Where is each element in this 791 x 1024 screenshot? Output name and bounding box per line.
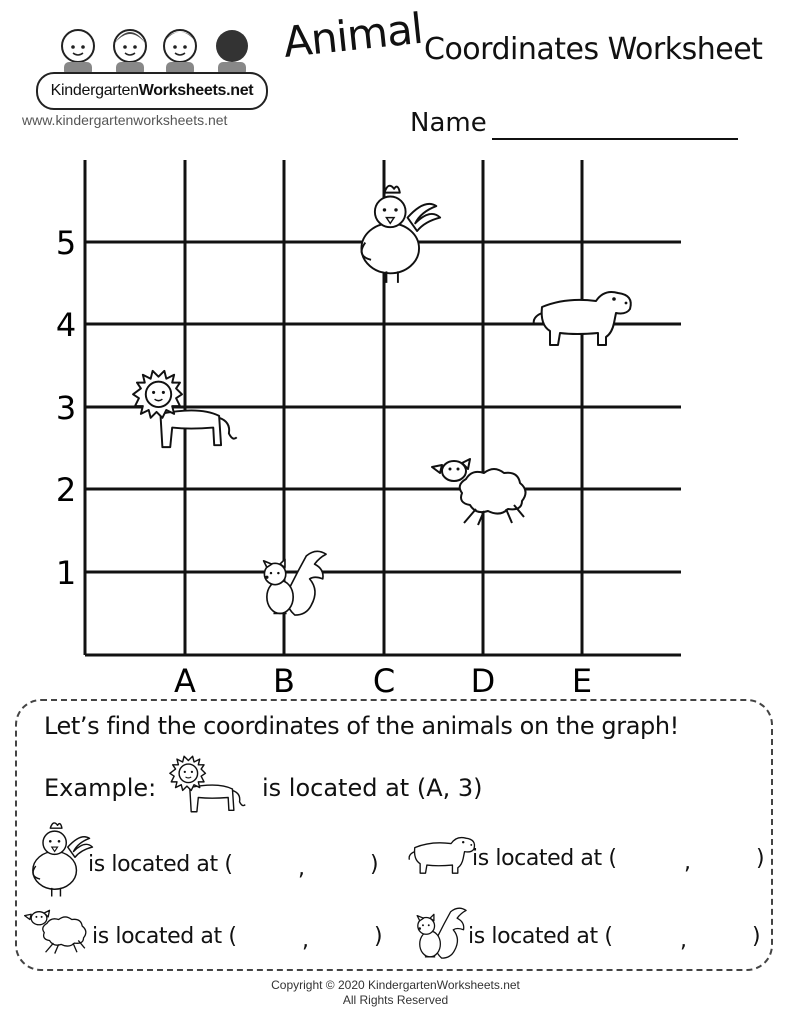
- question-skunk-text: is located at (: [468, 924, 613, 949]
- copyright: [0, 978, 791, 1008]
- question-hippo-text: is located at (: [472, 846, 617, 871]
- x-tick-label-a: A: [174, 662, 196, 695]
- x-tick-label-e: E: [571, 662, 593, 695]
- y-tick-label-1: 1: [55, 554, 77, 592]
- logo-banner: [36, 72, 268, 110]
- copyright-line: Copyright © 2020 KindergartenWorksheets.net: [271, 978, 520, 992]
- question-sheep-text: is located at (: [92, 924, 237, 949]
- name-input-line[interactable]: [492, 138, 738, 140]
- question-skunk-close: ): [752, 924, 761, 949]
- logo-text-regular: Kindergarten: [50, 82, 139, 99]
- y-tick-label-2: 2: [55, 471, 77, 509]
- x-tick-label-c: C: [372, 662, 396, 695]
- example-label: Example:: [44, 774, 157, 802]
- name-label: Name: [410, 108, 487, 138]
- chicken-icon: [361, 186, 440, 283]
- question-skunk-comma: ,: [680, 928, 687, 953]
- x-tick-label-d: D: [470, 662, 496, 695]
- y-tick-label-5: 5: [55, 224, 77, 262]
- title-word-animal: Animal: [280, 3, 425, 67]
- y-tick-label-4: 4: [55, 306, 77, 344]
- coordinate-grid: [0, 150, 791, 695]
- question-sheep-close: ): [374, 924, 383, 949]
- site-url: www.kindergartenworksheets.net: [22, 112, 228, 128]
- page-title: Coordinates Worksheet: [424, 32, 763, 67]
- skunk-icon: [264, 551, 326, 615]
- kids-logo-icon: [48, 20, 258, 76]
- y-tick-label-3: 3: [55, 389, 77, 427]
- chicken-icon: [20, 818, 98, 898]
- question-sheep-comma: ,: [302, 928, 309, 953]
- question-hippo-comma: ,: [684, 850, 691, 875]
- logo-text-bold: Worksheets.net: [138, 82, 254, 99]
- rights-line: All Rights Reserved: [342, 993, 449, 1007]
- sheep-icon: [22, 902, 94, 958]
- hippo-icon: [404, 830, 478, 880]
- question-chicken-close: ): [370, 852, 379, 877]
- question-chicken-comma: ,: [298, 856, 305, 881]
- instructions-prompt: Let’s find the coordinates of the animals on the graph!: [44, 712, 679, 740]
- site-logo: [28, 20, 278, 110]
- question-hippo-close: ): [756, 846, 765, 871]
- sheep-icon: [432, 459, 526, 525]
- example-answer: is located at (A, 3): [262, 774, 483, 802]
- skunk-icon: [410, 904, 472, 962]
- question-chicken-text: is located at (: [88, 852, 233, 877]
- x-tick-label-b: B: [273, 662, 295, 695]
- lion-icon: [150, 752, 258, 816]
